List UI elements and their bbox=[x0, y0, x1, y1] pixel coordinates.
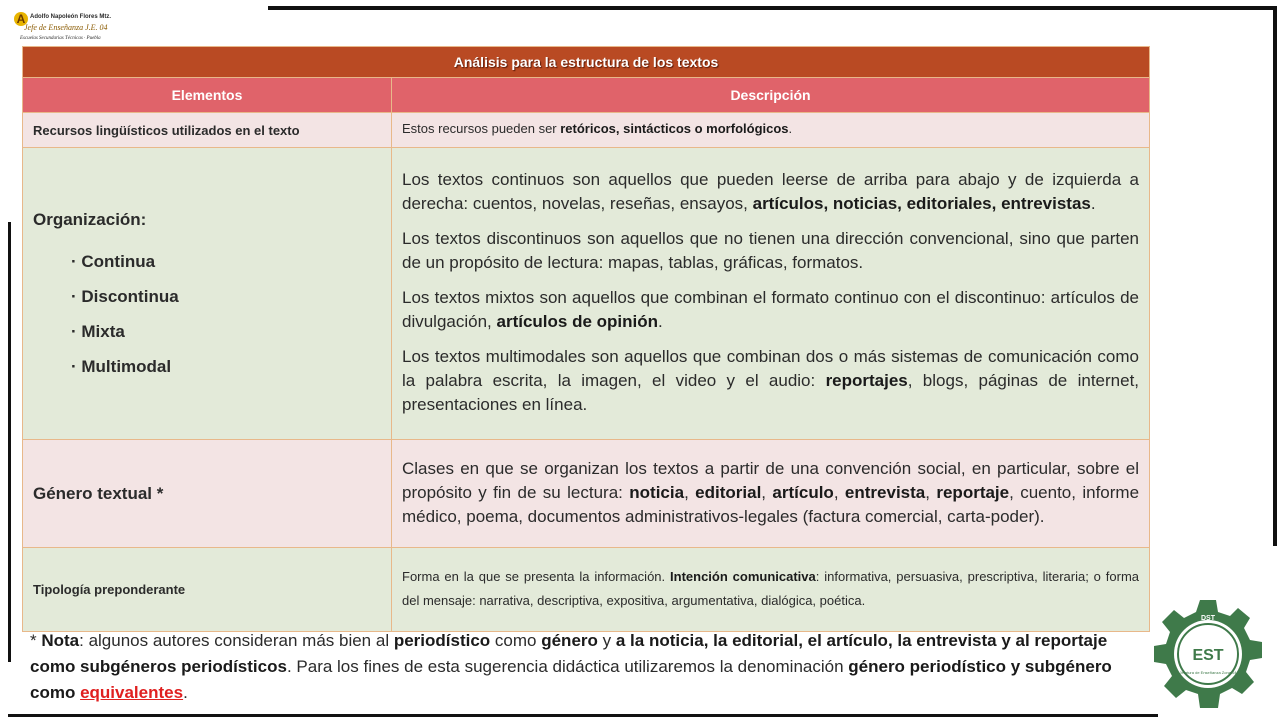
logo-name: Adolfo Napoleón Flores Mtz. bbox=[30, 14, 111, 20]
paragraph-mixed bbox=[402, 286, 1139, 334]
note-text: como bbox=[490, 631, 542, 650]
note-label: Nota bbox=[41, 631, 80, 650]
element-cell: Recursos lingüísticos utilizados en el texto bbox=[23, 113, 392, 148]
element-cell: Género textual * bbox=[23, 440, 392, 548]
desc-bold: reportajes bbox=[825, 371, 908, 390]
frame-left-line bbox=[8, 222, 11, 662]
note-bold: género bbox=[541, 631, 598, 650]
table-title: Análisis para la estructura de los textos bbox=[23, 47, 1150, 78]
structure-table bbox=[22, 46, 1150, 632]
desc-text: Clases en que se organizan los textos a partir de una convención social, en particular, sobre el propósito y fin de su lectura: bbox=[402, 458, 1140, 502]
desc-bold: reportaje bbox=[936, 482, 1010, 502]
element-cell bbox=[23, 148, 392, 440]
table-title-row bbox=[23, 47, 1150, 78]
description-cell bbox=[392, 148, 1150, 440]
desc-text: . bbox=[1090, 194, 1096, 213]
desc-bold: artículos de opinión bbox=[496, 312, 659, 331]
element-cell: Tipología preponderante bbox=[23, 548, 392, 632]
desc-bold: Intención comunicativa bbox=[670, 568, 816, 584]
desc-text: . bbox=[658, 312, 663, 331]
desc-bold: noticia bbox=[629, 482, 685, 502]
desc-bold: entrevista bbox=[844, 482, 926, 502]
description-cell bbox=[392, 548, 1150, 632]
seal-mid-text: EST bbox=[1192, 647, 1224, 664]
logo-subtitle: Jefe de Enseñanza J.E. 04 bbox=[24, 23, 108, 32]
desc-text: Los textos multimodales son aquellos que combinan dos o más sistemas de comunicación como la palabra escrita, la imagen, el video y el audio: bbox=[402, 347, 1140, 390]
note-star: * bbox=[30, 631, 42, 650]
desc-text: . bbox=[788, 121, 793, 136]
table-row bbox=[23, 548, 1150, 632]
description-cell bbox=[392, 113, 1150, 148]
desc-text: Los textos continuos son aquellos que pueden leerse de arriba para abajo y de izquierda a derecha: cuentos, novelas, reseñas, ensayos, bbox=[402, 170, 1140, 213]
table-header-row bbox=[23, 78, 1150, 113]
logo-footer: Escuelas Secundarias Técnicas · Puebla bbox=[20, 36, 101, 41]
footnote bbox=[30, 628, 1140, 706]
desc-text: : informativa, persuasiva, prescriptiva, literaria; o forma del mensaje: narrativa, descriptiva, expositiva, argumentativa, dialógica, poética. bbox=[402, 568, 1140, 608]
note-text: . Para los fines de esta sugerencia didáctica utilizaremos la denominación bbox=[286, 657, 849, 676]
note-text: : algunos autores consideran más bien al bbox=[79, 631, 394, 650]
desc-bold: artículo bbox=[772, 482, 834, 502]
organization-item: · Continua bbox=[71, 252, 156, 271]
desc-text: Estos recursos pueden ser bbox=[402, 121, 561, 136]
organization-item: · Mixta bbox=[71, 322, 125, 341]
desc-bold: artículos, noticias, editoriales, entrevistas bbox=[752, 194, 1091, 213]
desc-text: , bbox=[833, 482, 845, 502]
frame-right-line bbox=[1273, 6, 1277, 546]
note-bold: género periodístico y subgénero como bbox=[30, 657, 1112, 702]
desc-text: , bbox=[684, 482, 696, 502]
paragraph-multimodal bbox=[402, 345, 1139, 417]
seal-bottom-text: Jefatura de Enseñanza Zona 04 bbox=[1179, 670, 1237, 675]
table-row bbox=[23, 148, 1150, 440]
desc-text: , cuento, informe médico, poema, documentos administrativos-legales (factura comercial, carta-poder). bbox=[402, 482, 1140, 526]
organization-item: · Discontinua bbox=[71, 287, 179, 306]
desc-text: , bbox=[925, 482, 937, 502]
frame-bottom-line bbox=[8, 714, 1158, 717]
frame-top-line bbox=[268, 6, 1276, 10]
dst-seal-logo bbox=[1152, 598, 1264, 710]
table-row bbox=[23, 113, 1150, 148]
organization-title: Organización: bbox=[33, 210, 147, 229]
column-header-description: Descripción bbox=[392, 78, 1150, 113]
logo-letter-icon: A bbox=[14, 12, 28, 26]
organization-item: · Multimodal bbox=[71, 357, 172, 376]
table-row bbox=[23, 440, 1150, 548]
seal-top-text: DST bbox=[1201, 615, 1215, 622]
desc-text: Forma en la que se presenta la información. bbox=[402, 568, 671, 584]
paragraph-discontinuous: Los textos discontinuos son aquellos que no tienen una dirección convencional, sino que parten de un propósito de lectura: mapas, tablas, gráficas, formatos. bbox=[402, 229, 1140, 272]
note-bold: a la noticia, la editorial, el artículo, la entrevista y al reportaje como subgéneros periodísticos bbox=[30, 631, 1108, 676]
desc-text: , bbox=[761, 482, 773, 502]
note-bold: periodístico bbox=[393, 631, 491, 650]
note-highlight: equivalentes bbox=[80, 683, 184, 702]
desc-text: , blogs, páginas de internet, presentaciones en línea. bbox=[402, 371, 1140, 414]
desc-bold: editorial bbox=[695, 482, 762, 502]
column-header-elements: Elementos bbox=[23, 78, 392, 113]
note-text: y bbox=[597, 631, 616, 650]
desc-text: Los textos mixtos son aquellos que combinan el formato continuo con el discontinuo: artículos de divulgación, bbox=[402, 288, 1140, 331]
desc-bold: retóricos, sintácticos o morfológicos bbox=[560, 121, 789, 136]
author-logo bbox=[14, 10, 124, 46]
note-text: . bbox=[183, 683, 188, 702]
paragraph-continuous bbox=[402, 168, 1139, 216]
description-cell bbox=[392, 440, 1150, 548]
